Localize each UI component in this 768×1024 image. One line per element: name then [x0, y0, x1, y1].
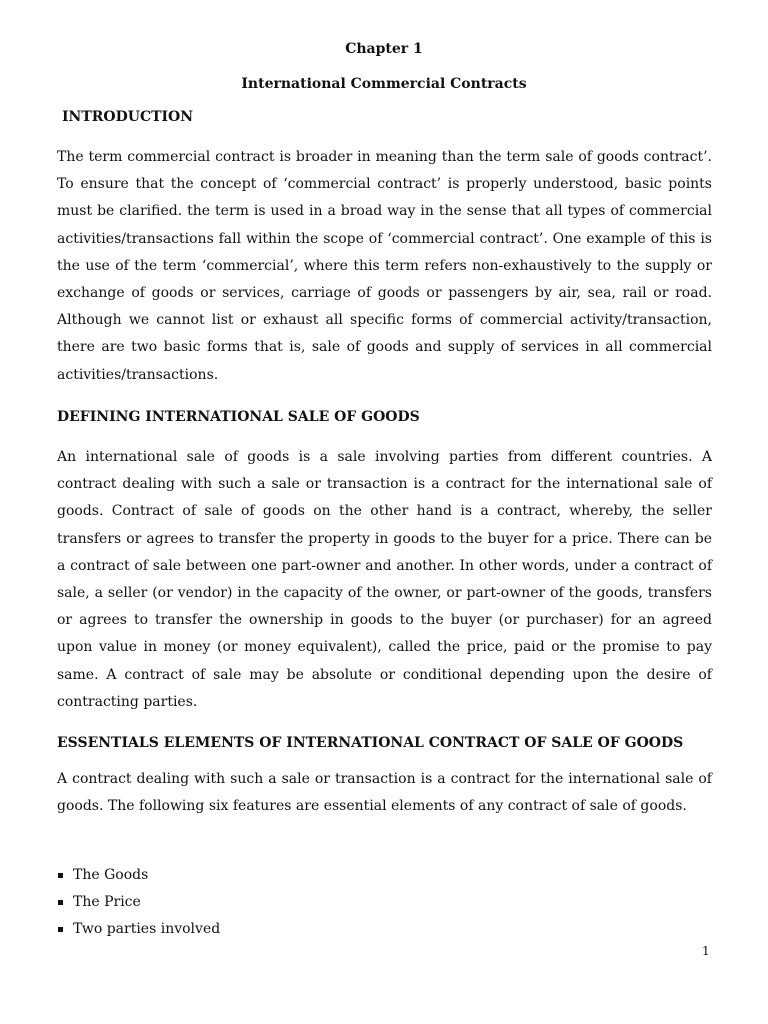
page-number: 1: [702, 944, 710, 958]
section-heading-defining: DEFINING INTERNATIONAL SALE OF GOODS: [57, 409, 420, 425]
square-bullet-icon: [58, 900, 63, 905]
list-item-text: Two parties involved: [73, 921, 221, 938]
square-bullet-icon: [58, 873, 63, 878]
paragraph-defining: An international sale of goods is a sale involving parties from different countries. A contract dealing with such a sale or transaction is a contract for the international sale of goods. Contract of sale of goods on the other hand is a contract, whereby, the seller transfers or agrees to transfer the property in goods to the buyer for a price. There can be a contract of sale between one part-owner and another. In other words, under a contract of sale, a seller (or vendor) in the capacity of the owner, or part-owner of the goods, transfers or agrees to transfer the ownership in goods to the buyer (or purchaser) for an agreed upon value in money (or money equivalent), called the price, paid or the promise to pay same. A contract of sale may be absolute or conditional depending upon the desire of contracting parties.: [57, 449, 712, 710]
paragraph-introduction: The term commercial contract is broader in meaning than the term sale of goods contract’. To ensure that the concept of ‘commercial contract’ is properly understood, basic points must be clarified. the term is used in a broad way in the sense that all types of commercial activities/transactions fall within the scope of ‘commercial contract’. One example of this is the use of the term ‘commercial’, where this term refers non-exhaustively to the supply or exchange of goods or services, carriage of goods or passengers by air, sea, rail or road. Although we cannot list or exhaust all specific forms of commercial activity/transaction, there are two basic forms that is, sale of goods and supply of services in all commercial activities/transactions.: [57, 149, 712, 383]
list-item: [57, 889, 220, 916]
essentials-bullet-list: [57, 862, 220, 944]
document-title: International Commercial Contracts: [241, 76, 527, 92]
chapter-label: Chapter 1: [345, 41, 423, 57]
square-bullet-icon: [58, 927, 63, 932]
paragraph-essentials: A contract dealing with such a sale or transaction is a contract for the international sale of goods. The following six features are essential elements of any contract of sale of goods.: [57, 771, 712, 815]
section-heading-essentials: ESSENTIALS ELEMENTS OF INTERNATIONAL CONTRACT OF SALE OF GOODS: [57, 735, 684, 751]
list-item: [57, 862, 220, 889]
section-heading-introduction: INTRODUCTION: [62, 109, 194, 125]
list-item: [57, 916, 220, 943]
list-item-text: The Price: [73, 894, 141, 911]
list-item-text: The Goods: [73, 867, 149, 883]
